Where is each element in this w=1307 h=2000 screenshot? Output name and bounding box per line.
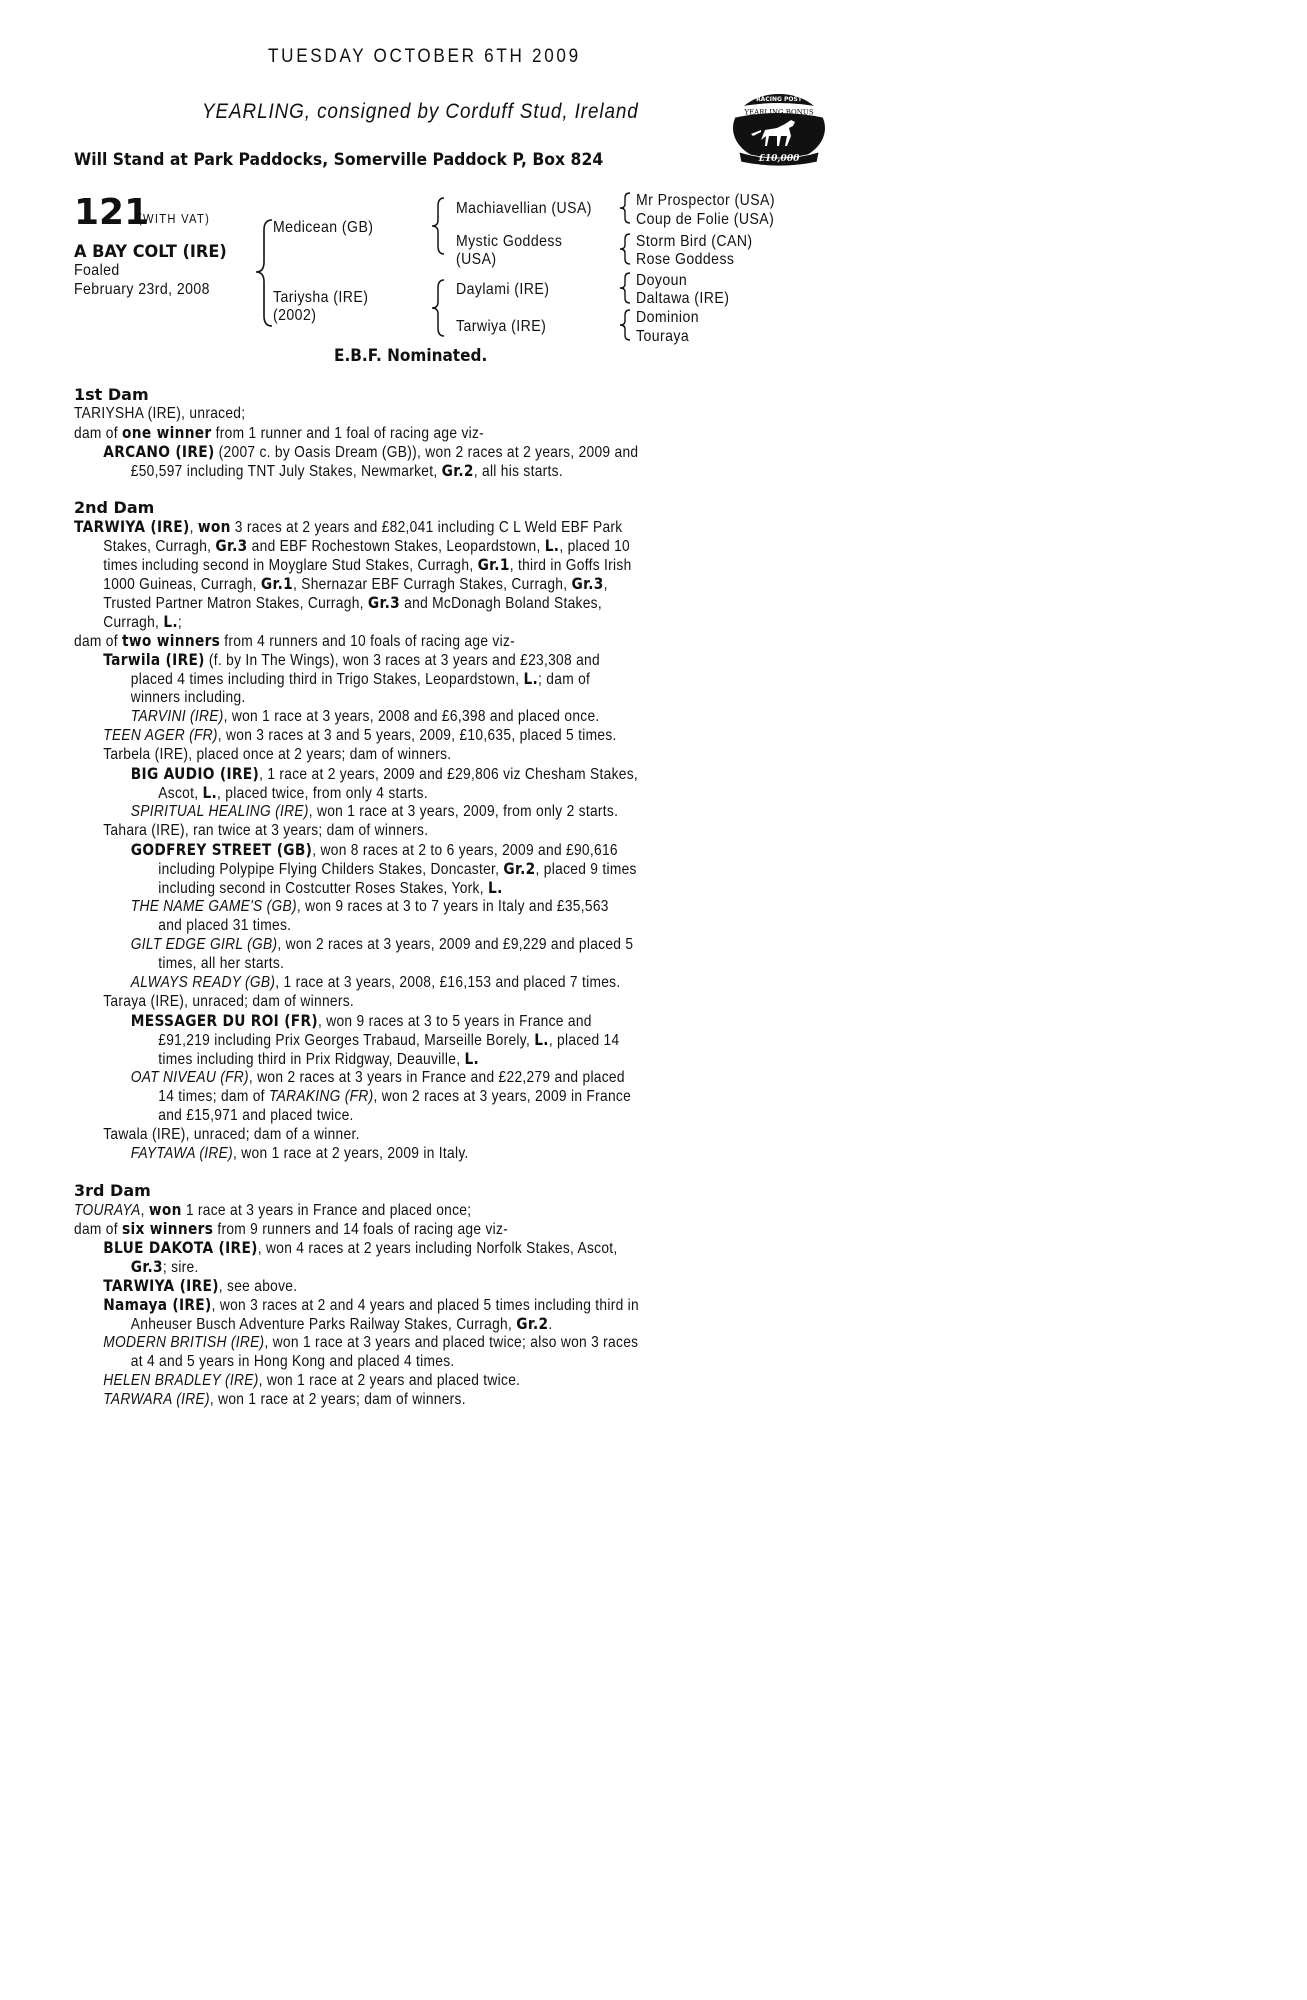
second_dam-line: Stakes, Curragh, Gr.3 and EBF Rochestown Stakes, Leopardstown, L., placed 10 — [103, 536, 630, 555]
lot-name: A BAY COLT (IRE) — [74, 242, 227, 262]
third_dam-line: at 4 and 5 years in Hong Kong and placed 4 times. — [130, 1353, 455, 1370]
badge-amount: £10,000 — [758, 154, 800, 164]
second_dam-line: TARVINI (IRE), won 1 race at 3 years, 2008 and £6,398 and placed once. — [130, 708, 600, 725]
vat-note: (WITH VAT) — [138, 211, 211, 226]
third-dam-heading: 3rd Dam — [74, 1181, 151, 1200]
third_dam-line: dam of six winners from 9 runners and 14 foals of racing age viz- — [74, 1219, 509, 1238]
third_dam-line: Anheuser Busch Adventure Parks Railway Stakes, Curragh, Gr.2. — [130, 1314, 553, 1333]
second_dam-line: GILT EDGE GIRL (GB), won 2 races at 3 years, 2009 and £9,229 and placed 5 — [130, 936, 634, 953]
dam-dam-dam: Touraya — [636, 328, 690, 345]
second_dam-line: ALWAYS READY (GB), 1 race at 3 years, 2008, £16,153 and placed 7 times. — [130, 974, 621, 991]
first_dam-line: dam of one winner from 1 runner and 1 foal of racing age viz- — [74, 423, 485, 442]
second_dam-line: and placed 31 times. — [158, 917, 292, 934]
third_dam-line: TOURAYA, won 1 race at 3 years in France and placed once; — [74, 1200, 472, 1219]
first-dam-heading: 1st Dam — [74, 385, 149, 404]
lot-number: 121 — [74, 192, 150, 233]
second_dam-line: TARWIYA (IRE), won 3 races at 2 years and £82,041 including C L Weld EBF Park — [74, 517, 623, 536]
third_dam-line: Namaya (IRE), won 3 races at 2 and 4 years and placed 5 times including third in — [103, 1295, 639, 1314]
second_dam-line: GODFREY STREET (GB), won 8 races at 2 to 6 years, 2009 and £90,616 — [130, 840, 618, 859]
sire-sire-dam: Coup de Folie (USA) — [636, 211, 775, 228]
sire: Medicean (GB) — [273, 219, 374, 236]
third_dam-line: HELEN BRADLEY (IRE), won 1 race at 2 years and placed twice. — [103, 1372, 521, 1389]
first_dam-line: £50,597 including TNT July Stakes, Newmarket, Gr.2, all his starts. — [130, 461, 563, 480]
gen3-brace-3 — [618, 272, 634, 312]
first_dam-line: ARCANO (IRE) (2007 c. by Oasis Dream (GB)), won 2 races at 2 years, 2009 and — [103, 442, 639, 461]
catalogue-body — [74, 385, 834, 1409]
badge-top-text: RACING POST — [756, 96, 802, 103]
second_dam-line: dam of two winners from 4 runners and 10 foals of racing age viz- — [74, 631, 516, 650]
second_dam-line: Ascot, L., placed twice, from only 4 starts. — [158, 783, 428, 802]
second_dam-line: times including second in Moyglare Stud Stakes, Curragh, Gr.1, third in Goffs Irish — [103, 555, 632, 574]
second_dam-line: 14 times; dam of TARAKING (FR), won 2 races at 3 years, 2009 in France — [158, 1088, 632, 1105]
dam-year: (2002) — [273, 307, 317, 324]
sire-dam-dam: Rose Goddess — [636, 251, 735, 268]
second_dam-line: placed 4 times including third in Trigo Stakes, Leopardstown, L.; dam of — [130, 669, 591, 688]
dam-dam: Tarwiya (IRE) — [456, 318, 547, 335]
second_dam-line: times including third in Prix Ridgway, Deauville, L. — [158, 1049, 480, 1068]
second_dam-line: OAT NIVEAU (FR), won 2 races at 3 years in France and £22,279 and placed — [130, 1069, 625, 1086]
second_dam-line: 1000 Guineas, Curragh, Gr.1, Shernazar EBF Curragh Stakes, Curragh, Gr.3, — [103, 574, 608, 593]
dam-line-brace — [430, 278, 450, 348]
second_dam-line: FAYTAWA (IRE), won 1 race at 2 years, 2009 in Italy. — [130, 1145, 469, 1162]
third-dam-section — [74, 1200, 834, 1409]
third_dam-line: TARWIYA (IRE), see above. — [103, 1276, 298, 1295]
badge-ribbon-text: YEARLING BONUS — [744, 108, 814, 117]
third_dam-line: Gr.3; sire. — [130, 1257, 199, 1276]
gen3-brace-4 — [618, 309, 634, 349]
ebf-nominated: E.B.F. Nominated. — [334, 346, 488, 366]
third_dam-line: TARWARA (IRE), won 1 race at 2 years; dam of winners. — [103, 1391, 466, 1408]
dam-sire-dam: Daltawa (IRE) — [636, 290, 730, 307]
dam-dam-sire: Dominion — [636, 309, 700, 326]
second_dam-line: Tawala (IRE), unraced; dam of a winner. — [103, 1126, 360, 1143]
second_dam-line: including second in Costcutter Roses Stakes, York, L. — [158, 878, 503, 897]
second_dam-line: including Polypipe Flying Childers Stakes, Doncaster, Gr.2, placed 9 times — [158, 859, 637, 878]
consignment-line: YEARLING, consigned by Corduff Stud, Ireland — [202, 100, 639, 123]
second_dam-line: SPIRITUAL HEALING (IRE), won 1 race at 3 years, 2009, from only 2 starts. — [130, 803, 619, 820]
second-dam-section — [74, 517, 834, 1163]
yearling-bonus-badge — [731, 90, 827, 168]
gen3-brace-1 — [618, 192, 634, 232]
sale-date: TUESDAY OCTOBER 6TH 2009 — [268, 46, 581, 67]
second_dam-line: Trusted Partner Matron Stakes, Curragh, Gr.3 and McDonagh Boland Stakes, — [103, 593, 602, 612]
second_dam-line: Tahara (IRE), ran twice at 3 years; dam of winners. — [103, 822, 429, 839]
foaled-date: February 23rd, 2008 — [74, 281, 210, 298]
second_dam-line: Tarbela (IRE), placed once at 2 years; dam of winners. — [103, 746, 452, 763]
second-dam-heading: 2nd Dam — [74, 498, 155, 517]
stand-location: Will Stand at Park Paddocks, Somerville Paddock P, Box 824 — [74, 150, 604, 170]
dam-name: Tariysha (IRE) — [273, 289, 369, 306]
sire-sire: Machiavellian (USA) — [456, 200, 592, 217]
dam-sire-sire: Doyoun — [636, 272, 688, 289]
second_dam-line: Taraya (IRE), unraced; dam of winners. — [103, 993, 355, 1010]
second_dam-line: Tarwila (IRE) (f. by In The Wings), won 3 races at 3 years and £23,308 and — [103, 650, 600, 669]
second_dam-line: and £15,971 and placed twice. — [158, 1107, 354, 1124]
second_dam-line: MESSAGER DU ROI (FR), won 9 races at 3 to 5 years in France and — [130, 1011, 592, 1030]
second_dam-line: BIG AUDIO (IRE), 1 race at 2 years, 2009 and £29,806 viz Chesham Stakes, — [130, 764, 639, 783]
sire-sire-sire: Mr Prospector (USA) — [636, 192, 776, 209]
second_dam-line: times, all her starts. — [158, 955, 285, 972]
sire-dam-line1: Mystic Goddess — [456, 233, 563, 250]
sire-line-brace — [430, 196, 450, 266]
dam-sire: Daylami (IRE) — [456, 281, 550, 298]
third_dam-line: BLUE DAKOTA (IRE), won 4 races at 2 years including Norfolk Stakes, Ascot, — [103, 1238, 618, 1257]
third_dam-line: MODERN BRITISH (IRE), won 1 race at 3 years and placed twice; also won 3 races — [103, 1334, 639, 1351]
gen3-brace-2 — [618, 233, 634, 273]
sire-dam-sire: Storm Bird (CAN) — [636, 233, 753, 250]
second_dam-line: THE NAME GAME'S (GB), won 9 races at 3 to 7 years in Italy and £35,563 — [130, 898, 609, 915]
second_dam-line: £91,219 including Prix Georges Trabaud, Marseille Borely, L., placed 14 — [158, 1030, 620, 1049]
first-dam-section — [74, 404, 834, 480]
second_dam-line: TEEN AGER (FR), won 3 races at 3 and 5 years, 2009, £10,635, placed 5 times. — [103, 727, 617, 744]
first_dam-line: TARIYSHA (IRE), unraced; — [74, 405, 246, 422]
sire-dam-line2: (USA) — [456, 251, 497, 268]
second_dam-line: winners including. — [130, 689, 246, 706]
second_dam-line: Curragh, L.; — [103, 612, 183, 631]
foaled-label: Foaled — [74, 262, 120, 279]
